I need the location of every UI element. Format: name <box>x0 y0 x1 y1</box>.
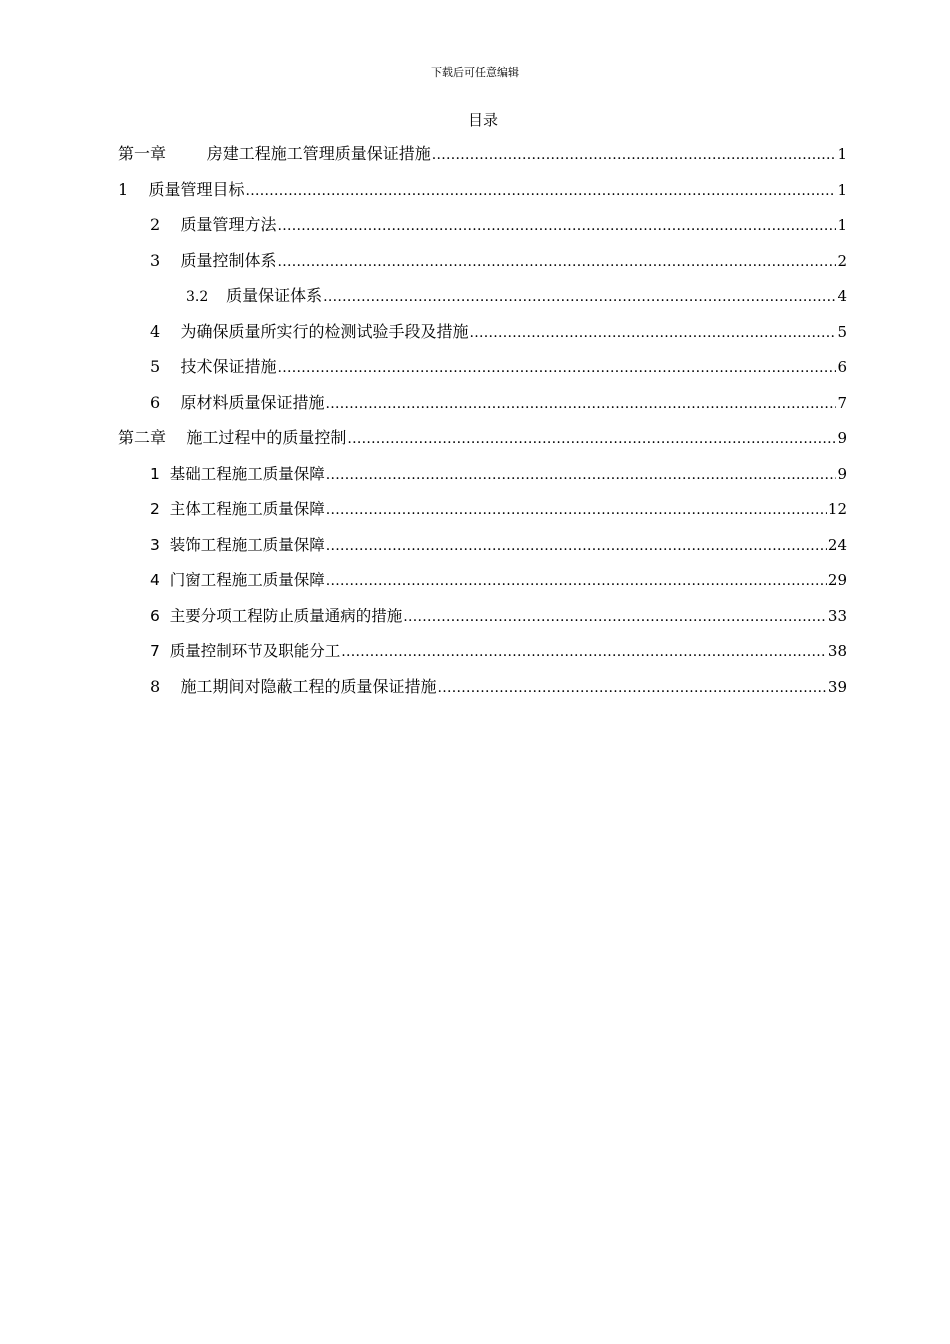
toc-entry-page: 38 <box>827 642 847 660</box>
toc-entry-number: 4 <box>150 571 170 589</box>
toc-entry-label: 施工期间对隐蔽工程的质量保证措施 <box>180 676 437 696</box>
toc-entry-number: 6 <box>150 606 170 625</box>
toc-entry[interactable] <box>118 282 847 318</box>
toc-entry-label: 为确保质量所实行的检测试验手段及措施 <box>180 321 469 341</box>
toc-entry-page: 4 <box>837 287 847 305</box>
toc-entry-number: 1 <box>118 179 149 199</box>
toc-entry-number: 7 <box>150 642 170 660</box>
toc-entry-page: 1 <box>837 216 847 234</box>
toc-entry-label: 原材料质量保证措施 <box>180 392 325 412</box>
table-of-contents <box>118 140 847 708</box>
toc-entry-label: 质量控制体系 <box>180 250 277 270</box>
toc-entry[interactable] <box>118 602 847 638</box>
toc-entry-label: 装饰工程施工质量保障 <box>169 535 325 554</box>
toc-entry-number: 3.2 <box>186 289 227 305</box>
toc-entry-number: 3 <box>150 250 181 270</box>
toc-entry-page: 2 <box>837 251 847 270</box>
toc-entry-label: 房建工程施工管理质量保证措施 <box>206 144 431 163</box>
toc-dot-leader <box>278 354 837 382</box>
toc-entry[interactable] <box>118 353 847 389</box>
toc-entry-number: 1 <box>150 464 170 483</box>
toc-entry-label: 质量管理目标 <box>148 179 245 199</box>
toc-dot-leader <box>326 496 827 524</box>
toc-entry[interactable] <box>118 176 847 212</box>
toc-entry[interactable] <box>118 460 847 496</box>
toc-entry-page: 5 <box>837 322 847 341</box>
toc-dot-leader <box>326 461 837 489</box>
toc-dot-leader <box>323 283 836 311</box>
toc-entry-page: 9 <box>837 464 847 483</box>
toc-entry[interactable] <box>118 495 847 531</box>
toc-entry-number: 4 <box>150 321 181 341</box>
toc-entry-page: 7 <box>837 393 847 412</box>
toc-entry-page: 9 <box>837 429 847 447</box>
toc-entry[interactable] <box>118 211 847 247</box>
toc-entry-page: 29 <box>827 571 847 589</box>
toc-entry-page: 33 <box>827 606 847 625</box>
toc-entry-number: 6 <box>150 392 181 412</box>
toc-entry-page: 6 <box>837 358 847 376</box>
toc-entry-number: 5 <box>150 357 181 376</box>
toc-entry[interactable] <box>118 318 847 354</box>
toc-dot-leader <box>326 390 837 418</box>
toc-entry[interactable] <box>118 531 847 567</box>
toc-entry[interactable] <box>118 566 847 602</box>
toc-dot-leader <box>403 603 827 631</box>
toc-dot-leader <box>438 674 827 702</box>
toc-dot-leader <box>470 319 837 347</box>
toc-entry-label: 门窗工程施工质量保障 <box>169 571 325 589</box>
toc-entry-label: 施工过程中的质量控制 <box>186 428 347 447</box>
toc-dot-leader <box>278 248 837 276</box>
toc-entry-page: 12 <box>827 500 847 518</box>
toc-entry-label: 质量管理方法 <box>180 215 277 234</box>
toc-dot-leader <box>326 532 827 560</box>
toc-entry-label: 主体工程施工质量保障 <box>169 500 325 518</box>
toc-dot-leader <box>347 425 836 453</box>
toc-entry-label: 质量控制环节及职能分工 <box>169 642 341 660</box>
toc-entry[interactable] <box>118 637 847 673</box>
toc-entry-number: 第二章 <box>118 428 187 447</box>
toc-entry-page: 39 <box>827 677 847 696</box>
toc-dot-leader <box>278 212 837 240</box>
toc-entry-chapter-2[interactable] <box>118 424 847 460</box>
toc-entry-number: 2 <box>150 500 170 518</box>
toc-entry-number: 2 <box>150 215 181 234</box>
toc-title: 目录 <box>467 111 498 129</box>
toc-dot-leader <box>326 567 827 595</box>
toc-entry-number: 8 <box>150 676 181 696</box>
toc-entry-label: 主要分项工程防止质量通病的措施 <box>169 606 403 625</box>
toc-entry[interactable] <box>118 247 847 283</box>
toc-entry-page: 1 <box>837 145 847 163</box>
toc-dot-leader <box>432 141 837 169</box>
toc-entry-label: 质量保证体系 <box>226 286 323 305</box>
toc-dot-leader <box>246 177 837 205</box>
toc-entry-label: 技术保证措施 <box>180 357 277 376</box>
toc-entry[interactable] <box>118 389 847 425</box>
toc-entry-label: 基础工程施工质量保障 <box>169 464 325 483</box>
toc-entry[interactable] <box>118 673 847 709</box>
toc-entry-number: 3 <box>150 535 170 554</box>
toc-entry-chapter-1[interactable] <box>118 140 847 176</box>
toc-entry-page: 24 <box>827 535 847 554</box>
toc-entry-page: 1 <box>837 180 847 199</box>
page-header: 下载后可任意编辑 <box>431 66 519 79</box>
toc-dot-leader <box>341 638 827 666</box>
toc-entry-number: 第一章 <box>118 144 207 163</box>
